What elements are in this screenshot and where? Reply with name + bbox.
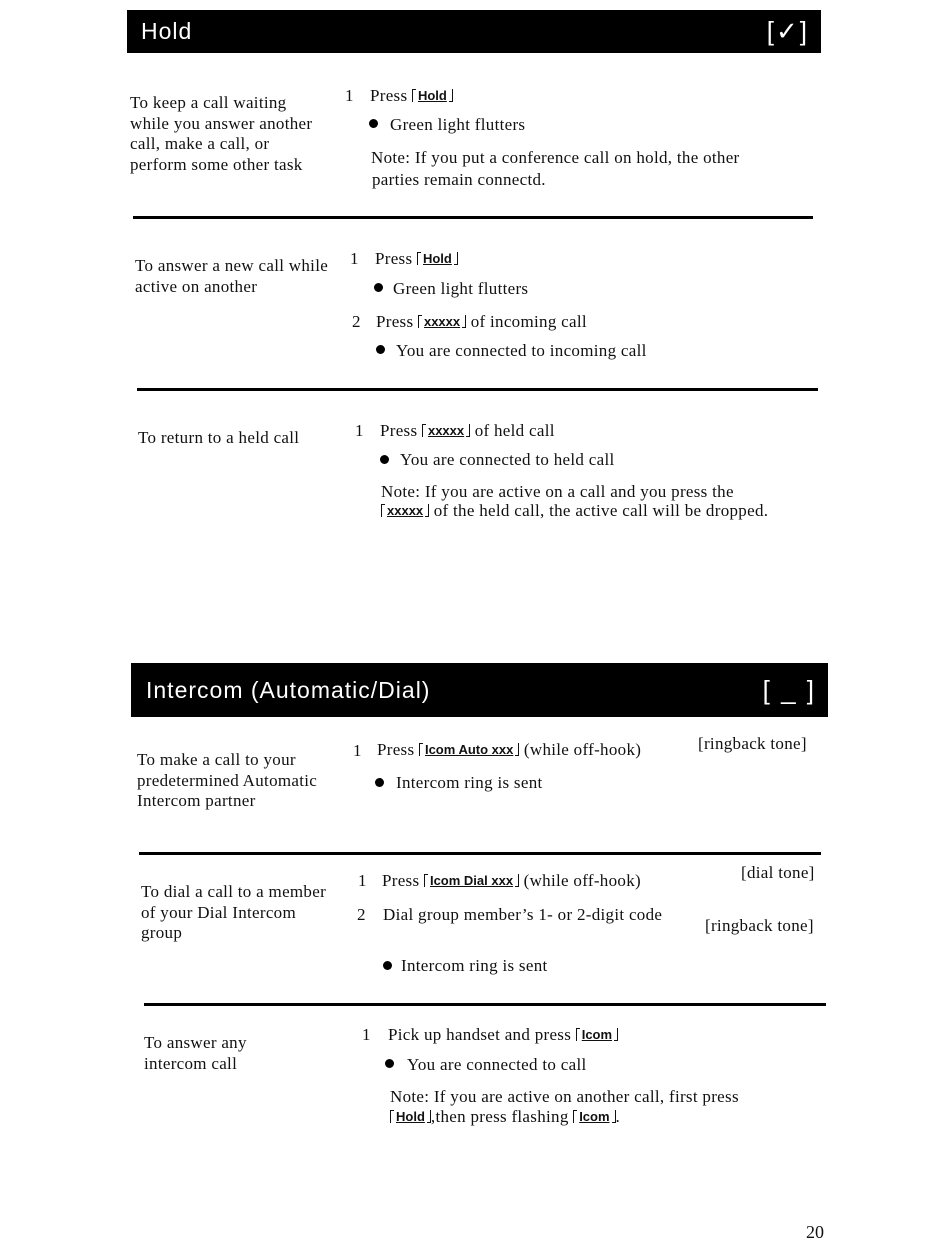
icom-auto-key: Icom Auto xxx <box>419 742 519 757</box>
step-text: Press <box>380 421 418 440</box>
step-number: 1 <box>345 86 354 105</box>
hold-key: Hold <box>412 88 453 103</box>
note-text: ,then press flashing <box>430 1107 569 1126</box>
bullet-icon <box>385 1059 394 1068</box>
divider <box>139 852 821 855</box>
ringback-tone-label: [ringback tone] <box>698 734 807 753</box>
bullet-text: You are connected to incoming call <box>396 341 647 360</box>
hold-section-title: Hold <box>141 18 193 44</box>
note-text: . <box>615 1107 621 1126</box>
step-text: of incoming call <box>470 312 587 331</box>
line-key: xxxxx <box>422 423 470 438</box>
hold-row2-description: To answer a new call while active on another <box>135 256 329 296</box>
step-number: 2 <box>352 312 361 331</box>
step-number: 1 <box>362 1025 371 1044</box>
bullet-icon <box>380 455 389 464</box>
bullet-text: Green light flutters <box>390 115 526 134</box>
step-press-line-key <box>376 312 587 332</box>
bullet-icon <box>374 283 383 292</box>
bullet-icon <box>369 119 378 128</box>
bullet-text: You are connected to held call <box>400 450 615 469</box>
hold-row1-description: To keep a call waiting while you answer another call, make a call, or perform some other task <box>130 93 313 174</box>
divider <box>133 216 813 219</box>
intercom-blank-mark: [ _ ] <box>762 674 816 705</box>
step-text: Pick up handset and press <box>388 1025 572 1044</box>
step-press-hold <box>370 86 453 106</box>
hold-key: Hold <box>417 251 458 266</box>
bullet-text: You are connected to call <box>407 1055 587 1074</box>
hold-row3-description: To return to a held call <box>138 428 300 447</box>
icom-key: Icom <box>576 1027 618 1042</box>
step-text: Dial group member’s 1- or 2-digit code <box>383 905 663 924</box>
step-press-hold <box>375 249 458 269</box>
step-text: Press <box>370 86 408 105</box>
icom-dial-key: Icom Dial xxx <box>424 873 519 888</box>
step-text: Press <box>382 871 420 890</box>
ringback-tone-label: [ringback tone] <box>705 916 814 935</box>
step-text: (while off-hook) <box>523 740 642 759</box>
bullet-text: Green light flutters <box>393 279 529 298</box>
line-key: xxxxx <box>381 503 429 518</box>
note-line <box>390 1107 620 1127</box>
step-text: of held call <box>474 421 555 440</box>
step-text: (while off-hook) <box>523 871 641 890</box>
bullet-icon <box>375 778 384 787</box>
note-line: Note: If you are active on another call, first press <box>390 1087 739 1106</box>
bullet-icon <box>376 345 385 354</box>
note-line <box>381 501 768 521</box>
note-text: of the held call, the active call will be dropped. <box>433 501 769 520</box>
bullet-icon <box>383 961 392 970</box>
step-press-line-key <box>380 421 555 441</box>
step-pickup-press-icom <box>388 1025 618 1045</box>
intercom-row3-description: To answer any intercom call <box>144 1033 247 1073</box>
hold-header-bar <box>127 10 821 53</box>
dial-tone-label: [dial tone] <box>741 863 815 882</box>
intercom-row2-description: To dial a call to a member of your Dial Intercom group <box>141 882 327 942</box>
step-text: Press <box>377 740 415 759</box>
note-line: Note: If you are active on a call and you press the <box>381 482 734 501</box>
line-key: xxxxx <box>418 314 466 329</box>
hold-check-mark: [✓] <box>766 16 809 46</box>
icom-key: Icom <box>573 1109 615 1124</box>
intercom-section-title: Intercom (Automatic/Dial) <box>146 676 431 703</box>
step-text: Press <box>376 312 414 331</box>
step-number: 1 <box>350 249 359 268</box>
page-number: 20 <box>806 1222 824 1242</box>
note-line: parties remain connectd. <box>372 170 546 189</box>
divider <box>137 388 818 391</box>
intercom-header-bar <box>131 663 828 717</box>
step-press-icom-dial <box>382 871 641 891</box>
bullet-text: Intercom ring is sent <box>401 956 548 975</box>
step-number: 1 <box>353 741 362 760</box>
bullet-text: Intercom ring is sent <box>396 773 543 792</box>
step-press-icom-auto <box>377 740 641 760</box>
hold-key: Hold <box>390 1109 431 1124</box>
step-number: 1 <box>355 421 364 440</box>
note-line: Note: If you put a conference call on hold, the other <box>371 148 740 167</box>
step-text: Press <box>375 249 413 268</box>
step-number: 2 <box>357 905 366 924</box>
divider <box>144 1003 826 1006</box>
step-number: 1 <box>358 871 367 890</box>
intercom-row1-description: To make a call to your predetermined Automatic Intercom partner <box>137 750 318 810</box>
